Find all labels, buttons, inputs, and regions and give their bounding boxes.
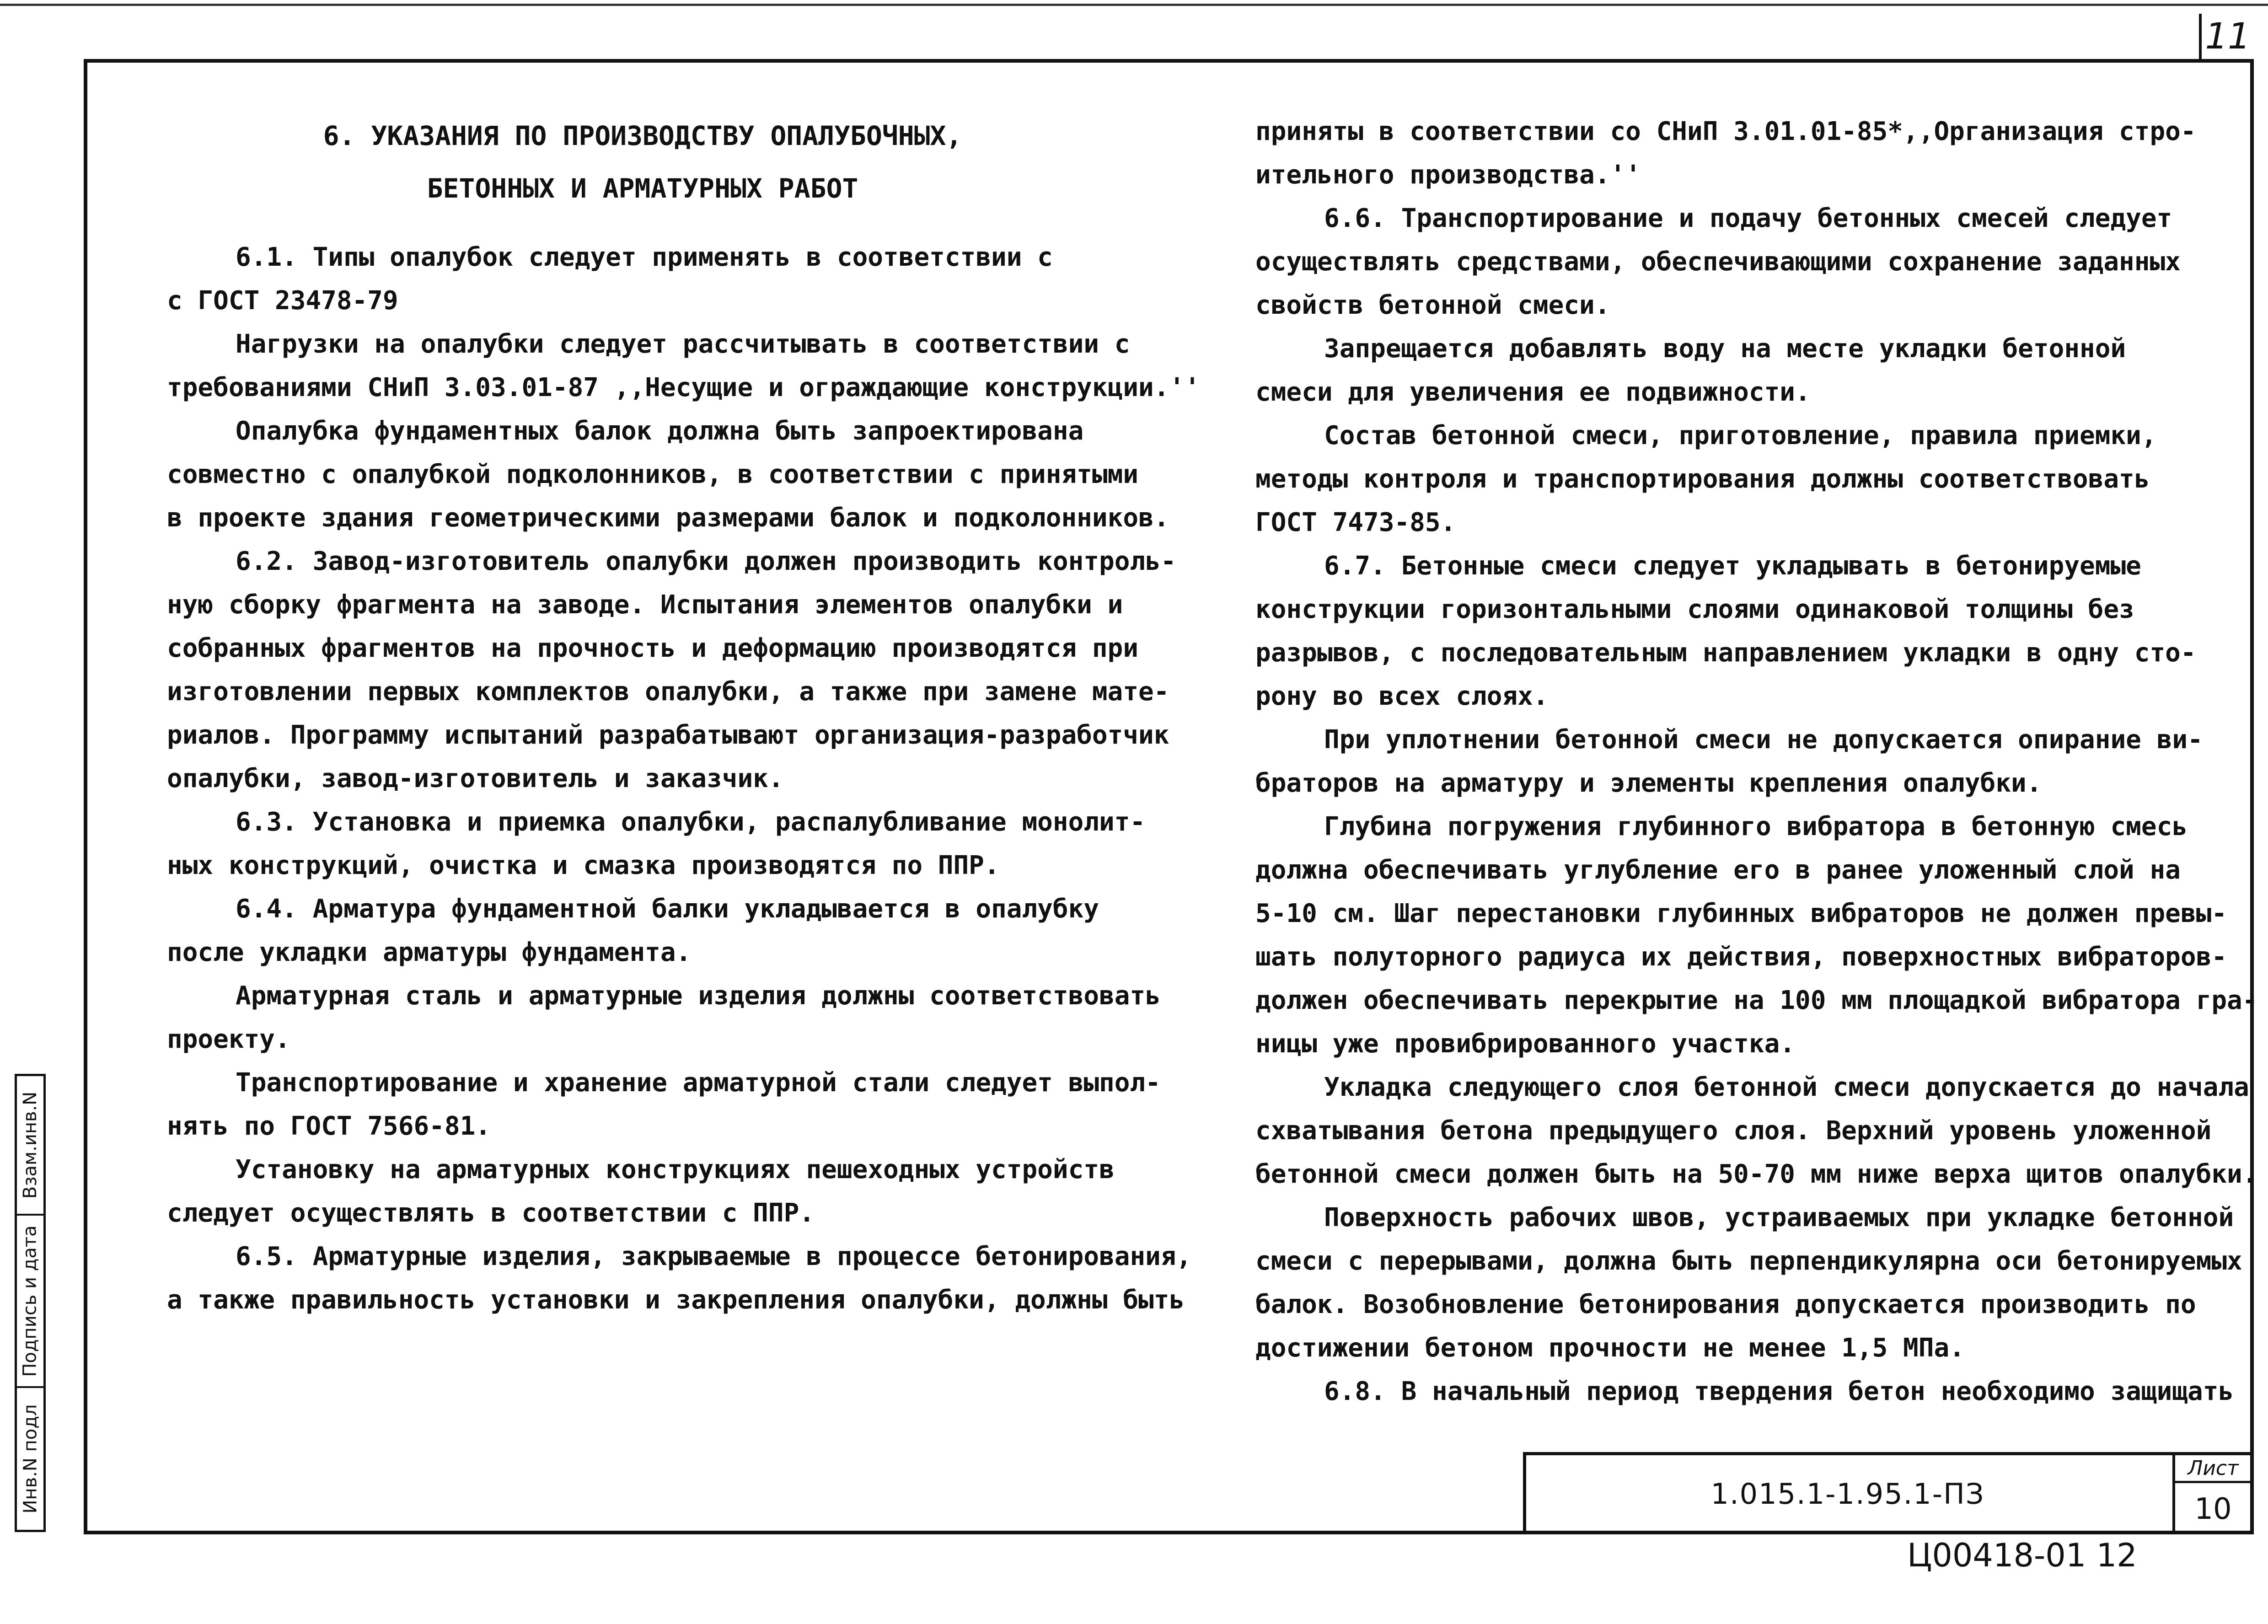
text-line: приняты в соответствии со СНиП 3.01.01-85*,,Организация стро- (1255, 117, 2196, 146)
text-line: нять по ГОСТ 7566-81. (167, 1111, 491, 1141)
text-line: ительного производства.'' (1255, 160, 1641, 190)
text-line: 6.6. Транспортирование и подачу бетонных смесей следует (1324, 204, 2172, 233)
text-line: ГОСТ 7473-85. (1255, 508, 1456, 537)
text-line: балок. Возобновление бетонирования допускается производить по (1255, 1290, 2196, 1319)
text-line: Опалубка фундаментных балок должна быть запроектирована (236, 416, 1084, 446)
text-line: шать полуторного радиуса их действия, поверхностных вибраторов- (1255, 942, 2227, 972)
text-line: Запрещается добавлять воду на месте укладки бетонной (1324, 334, 2126, 364)
text-line: 6.2. Завод-изготовитель опалубки должен производить контроль- (236, 547, 1176, 576)
text-line: 6.4. Арматура фундаментной балки укладывается в опалубку (236, 894, 1099, 924)
right-text-column (1255, 110, 2258, 1413)
text-line: разрывов, с последовательным направлением укладки в одну сто- (1255, 638, 2196, 668)
text-line: изготовлении первых комплектов опалубки, а также при замене мате- (167, 677, 1169, 707)
text-line: Глубина погружения глубинного вибратора в бетонную смесь (1324, 812, 2188, 841)
sheet-number: 10 (2194, 1492, 2232, 1526)
strip-label-signature: Подпись и дата (20, 1225, 41, 1377)
text-line: При уплотнении бетонной смеси не допускается опирание ви- (1324, 725, 2203, 755)
strip-cell-replacement (17, 1076, 43, 1216)
section-heading-line-2: БЕТОННЫХ И АРМАТУРНЫХ РАБОТ (427, 173, 858, 204)
top-trim-line (0, 4, 2268, 6)
text-line: 6.8. В начальный период твердения бетон необходимо защищать (1324, 1377, 2234, 1406)
text-line: требованиями СНиП 3.03.01-87 ,,Несущие и ограждающие конструкции.'' (167, 373, 1200, 402)
text-line: Нагрузки на опалубки следует рассчитывать в соответствии с (236, 329, 1130, 359)
text-line: в проекте здания геометрическими размерами балок и подколонников. (167, 503, 1169, 533)
text-line: после укладки арматуры фундамента. (167, 938, 692, 967)
strip-label-replacement: Взам.инв.N (20, 1091, 41, 1199)
text-line: Установку на арматурных конструкциях пешеходных устройств (236, 1155, 1115, 1185)
text-line: методы контроля и транспортирования должны соответствовать (1255, 464, 2150, 494)
text-line: свойств бетонной смеси. (1255, 290, 1610, 320)
text-line: схватывания бетона предыдущего слоя. Верхний уровень уложенной (1255, 1116, 2212, 1146)
text-line: Транспортирование и хранение арматурной стали следует выпол- (236, 1068, 1161, 1098)
strip-cell-signature (17, 1216, 43, 1388)
text-line: рону во всех слоях. (1255, 681, 1549, 711)
text-line: следует осуществлять в соответствии с ППР. (167, 1198, 815, 1228)
left-text-column (167, 110, 1200, 1322)
text-line: а также правильность установки и закрепления опалубки, должны быть (167, 1285, 1185, 1315)
text-line: собранных фрагментов на прочность и деформацию производятся при (167, 633, 1139, 663)
text-line: совместно с опалубкой подколонников, в соответствии с принятыми (167, 460, 1139, 489)
text-line: Состав бетонной смеси, приготовление, правила приемки, (1324, 421, 2157, 450)
text-line: осуществлять средствами, обеспечивающими сохранение заданных (1255, 247, 2181, 277)
text-line: Укладка следующего слоя бетонной смеси допускается до начала (1324, 1072, 2249, 1102)
text-line: смеси для увеличения ее подвижности. (1255, 377, 1811, 407)
text-line: с ГОСТ 23478-79 (167, 286, 398, 316)
section-heading-line-1: 6. УКАЗАНИЯ ПО ПРОИЗВОДСТВУ ОПАЛУБОЧНЫХ, (323, 120, 962, 151)
text-line: ницы уже провибрированного участка. (1255, 1029, 1796, 1059)
archive-mark: Ц00418-01 12 (1907, 1537, 2137, 1574)
text-line: браторов на арматуру и элементы крепления опалубки. (1255, 768, 2042, 798)
right-column-lines (1255, 110, 2258, 1413)
strip-label-inventory: Инв.N подл (20, 1404, 41, 1514)
text-line: должна обеспечивать углубление его в ранее уложенный слой на (1255, 855, 2181, 885)
binding-strip (15, 1074, 46, 1532)
text-line: опалубки, завод-изготовитель и заказчик. (167, 764, 784, 793)
text-line: 6.1. Типы опалубок следует применять в соответствии с (236, 242, 1053, 272)
sheet-label: Лист (2175, 1456, 2251, 1483)
text-line: 5-10 см. Шаг перестановки глубинных вибраторов не должен превы- (1255, 899, 2227, 928)
left-column-lines (167, 236, 1200, 1322)
text-line: Поверхность рабочих швов, устраиваемых при укладке бетонной (1324, 1203, 2234, 1233)
document-code: 1.015.1-1.95.1-ПЗ (1710, 1477, 1985, 1511)
section-heading (167, 110, 1118, 215)
text-line: ных конструкций, очистка и смазка производятся по ППР. (167, 851, 1000, 880)
text-line: проекту. (167, 1024, 290, 1054)
strip-cell-inventory (17, 1388, 43, 1530)
text-line: должен обеспечивать перекрытие на 100 мм площадкой вибратора гра- (1255, 986, 2258, 1015)
text-line: смеси с перерывами, должна быть перпендикулярна оси бетонируемых (1255, 1246, 2242, 1276)
text-line: 6.5. Арматурные изделия, закрываемые в процессе бетонирования, (236, 1242, 1192, 1271)
text-line: Арматурная сталь и арматурные изделия должны соответствовать (236, 981, 1161, 1011)
text-line: конструкции горизонтальными слоями одинаковой толщины без (1255, 595, 2134, 624)
text-line: 6.7. Бетонные смеси следует укладывать в бетонируемые (1324, 551, 2141, 581)
text-line: бетонной смеси должен быть на 50-70 мм ниже верха щитов опалубки. (1255, 1159, 2258, 1189)
text-line: риалов. Программу испытаний разрабатывают организация-разработчик (167, 720, 1169, 750)
text-line: 6.3. Установка и приемка опалубки, распалубливание монолит- (236, 807, 1146, 837)
text-line: ную сборку фрагмента на заводе. Испытания элементов опалубки и (167, 590, 1123, 620)
text-line: достижении бетоном прочности не менее 1,5 МПа. (1255, 1333, 1965, 1363)
corner-page-number: 11 (2199, 14, 2254, 59)
